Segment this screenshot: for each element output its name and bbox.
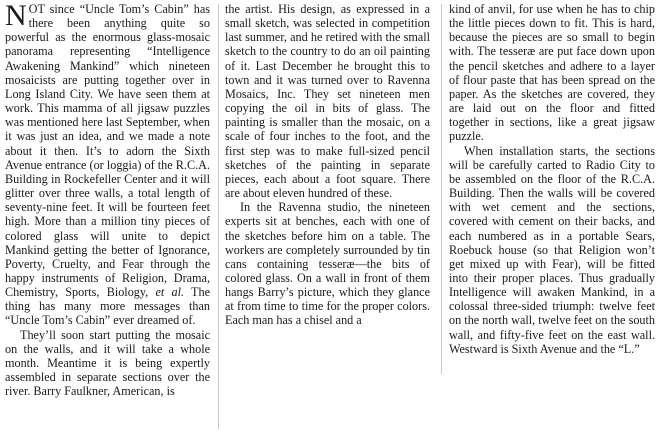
paragraph-text: OT since “Uncle Tom’s Cabin” has there been anything quite so powerful as the enormous glass-mosaic panorama representing “Intelligence Awakening Mankind” which nineteen mosaicists are putting together over in Long Island City. We have seen them at work. This mamma of all jigsaw puzzles was mentioned here last September, when it was just an idea, and we made a note about it then. It’s to adorn the Sixth Avenue entrance (or loggia) of the R.C.A. Building in Rockefeller Center and it will glitter over three walls, a total length of seventy-nine feet. It will be fourteen feet high. More than a million tiny pieces of colored glass will unite to depict Mankind getting the better of Ignorance, Poverty, Cruelty, and Fear through the happy instruments of Religion, Drama, Chemistry, Sports, Biology,: [5, 2, 210, 300]
column-2: [225, 2, 430, 328]
column-1: [5, 2, 210, 398]
paragraph: [5, 2, 210, 328]
drop-cap: N: [5, 0, 27, 32]
column-divider: [218, 4, 219, 429]
paragraph: In the Ravenna studio, the nineteen experts sit at benches, each with one of the sketches before him on a table. The workers are completely surrounded by tin cans containing tesseræ—the bits of colored glass. On a wall in front of them hangs Barry’s picture, which they glance at from time to time for the proper colors. Each man has a chisel and a: [225, 200, 430, 328]
paragraph: kind of anvil, for use when he has to chip the little pieces down to fit. This is hard, because the pieces are so small to begin with. The tesseræ are put face down upon the pencil sketches and adhere to a layer of flour paste that has been spread on the paper. As the sketches are covered, they are laid out on the floor and fitted together in sections, like a great jigsaw puzzle.: [449, 2, 655, 144]
paragraph-text: The thing has many more messages than “Uncle Tom’s Cabin” ever dreamed of.: [5, 285, 210, 328]
column-divider: [441, 4, 442, 374]
italic-phrase: et al.: [155, 285, 185, 300]
paragraph: They’ll soon start putting the mosaic on the walls, and it will take a whole month. Meantime it is being expertly assembled in separate sections over the river. Barry Faulkner, American, is: [5, 327, 210, 399]
column-3: [449, 2, 655, 356]
paragraph: When installation starts, the sections will be carefully carted to Radio City to be assembled on the floor of the R.C.A. Building. Then the walls will be covered with wet cement and the sections, covered with cement on their backs, and each numbered as in a portable Sears, Roebuck house (so that Religion won’t get mixed up with Fear), will be fitted into their proper places. Thus gradually Intelligence will awaken Mankind, in a colossal three-sided triumph: twelve feet on the north wall, twelve feet on the south wall, and fifty-five feet on the east wall. Westward is Sixth Avenue and the “L.”: [449, 143, 655, 356]
paragraph: the artist. His design, as expressed in a small sketch, was selected in competition last summer, and he retired with the small sketch to the country to do an oil painting of it. Last December he brought this to town and it was turned over to Ravenna Mosaics, Inc. They set nineteen men copying the oil in bits of glass. The painting is smaller than the mosaic, on a scale of four inches to the foot, and the first step was to make full-sized pencil sketches of the painting in separate pieces, each about a foot square. There are about eleven hundred of these.: [225, 2, 430, 201]
